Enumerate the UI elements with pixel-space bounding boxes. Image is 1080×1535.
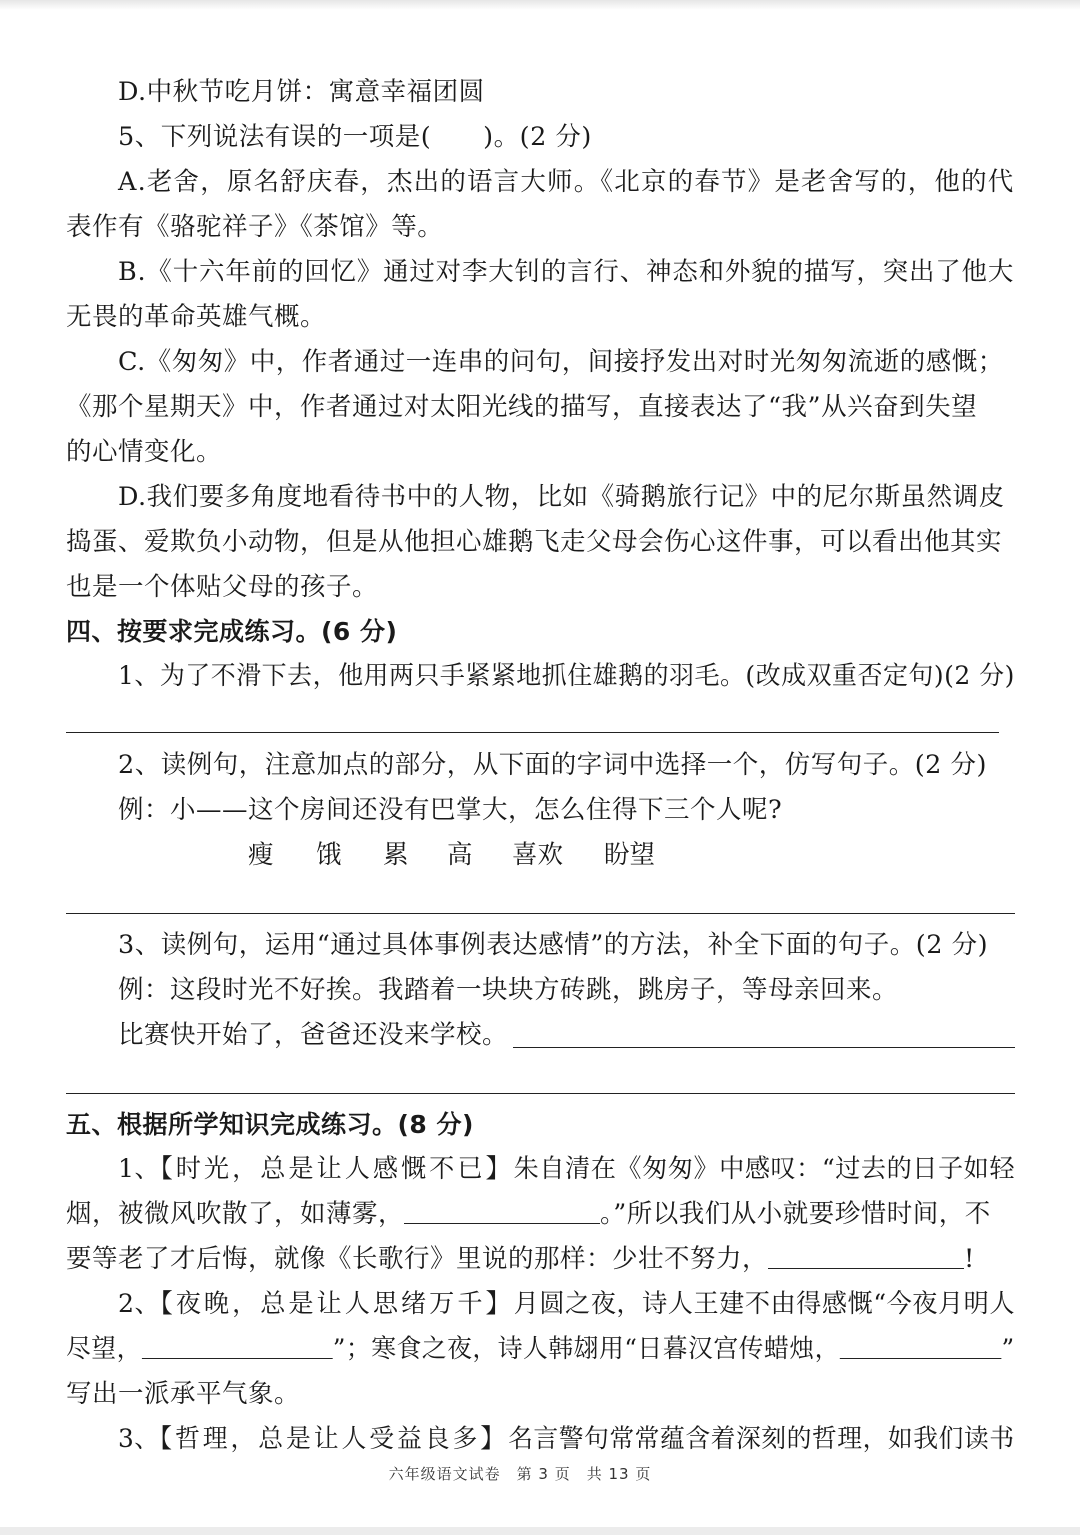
s5-q2-tag: 【夜晚，总是让人思绪万千】 <box>160 1289 514 1319</box>
s5-q2-line2b: ”；寒食之夜，诗人韩翃用“日暮汉宫传蜡烛， <box>332 1334 840 1364</box>
s5-q2-number: 2、 <box>118 1289 161 1319</box>
s5-q1-number: 1、 <box>118 1154 161 1184</box>
q5-option-b-line1 <box>118 255 1013 289</box>
s5-q3-text1: 名言警句常常蕴含着深刻的哲理，如我们读书 <box>508 1424 1015 1454</box>
q5-option-d-line3: 也是一个体贴父母的孩子。 <box>66 572 379 602</box>
s5-q2-line2a: 尽望， <box>66 1334 142 1364</box>
s5-q1-line3b: ! <box>964 1244 975 1274</box>
q5-stem: 5、下列说法有误的一项是( )。(2 分) <box>118 122 592 152</box>
q4-option-d: D.中秋节吃月饼：寓意幸福团圆 <box>118 77 485 107</box>
s5-q1-tag: 【时光，总是让人感慨不已】 <box>160 1154 514 1184</box>
section-5-title: 五、根据所学知识完成练习。(8 分) <box>66 1110 474 1139</box>
s5-q2-line2c: ” <box>1001 1334 1015 1364</box>
s5-q1-line3 <box>66 1242 975 1276</box>
s5-q1-line2b: 。”所以我们从小就要珍惜时间，不 <box>600 1199 991 1229</box>
s5-q1-line1 <box>118 1152 1015 1186</box>
word-choice: 累 <box>383 840 409 870</box>
s5-q1-blank-2[interactable] <box>768 1242 964 1269</box>
s5-q3-number: 3、 <box>118 1424 160 1454</box>
s5-q2-blank-1[interactable] <box>142 1332 333 1359</box>
s4-q3-prompt: 比赛快开始了，爸爸还没来学校。 <box>118 1020 509 1050</box>
page-footer: 六年级语文试卷 第 3 页 共 13 页 <box>388 1465 652 1483</box>
q5-option-c-line2: 《那个星期天》中，作者通过对太阳光线的描写，直接表达了“我”从兴奋到失望 <box>66 392 978 422</box>
s4-q1-answer-line[interactable] <box>66 732 999 733</box>
s5-q2-blank-2[interactable] <box>840 1332 1002 1359</box>
s5-q1-line2a: 烟，被微风吹散了，如薄雾， <box>66 1199 405 1229</box>
s5-q3-tag: 【哲理，总是让人受益良多】 <box>159 1424 509 1454</box>
top-edge-shadow <box>0 0 1080 10</box>
q5-option-b-line1-text: B.《十六年前的回忆》通过对李大钊的言行、神态和外貌的描写，突出了他大 <box>118 257 1015 287</box>
s5-q2-line2 <box>66 1332 1015 1366</box>
s5-q3-line1 <box>118 1422 1015 1456</box>
s5-q1-blank-1[interactable] <box>404 1197 600 1224</box>
s4-q3-example: 例：这段时光不好挨。我踏着一块块方砖跳，跳房子，等母亲回来。 <box>118 975 899 1005</box>
q5-option-c-line1: C.《匆匆》中，作者通过一连串的问句，间接抒发出对时光匆匆流逝的感慨； <box>118 347 1004 377</box>
q5-option-a-line1-text: A.老舍，原名舒庆春，杰出的语言大师。《北京的春节》是老舍写的，他的代 <box>118 167 1015 197</box>
q5-option-b-line2: 无畏的革命英雄气概。 <box>66 302 327 332</box>
word-choice: 饿 <box>316 840 342 870</box>
s5-q2-line1 <box>118 1287 1015 1321</box>
s4-q3-answer-line-1[interactable] <box>513 1047 1015 1048</box>
s5-q2-text1: 月圆之夜，诗人王建不由得感慨“今夜月明人 <box>513 1289 1016 1319</box>
word-choice: 盼望 <box>604 840 656 870</box>
q5-option-d-line1: D.我们要多角度地看待书中的人物，比如《骑鹅旅行记》中的尼尔斯虽然调皮 <box>118 482 1005 512</box>
word-choice: 喜欢 <box>512 840 564 870</box>
s5-q2-line3: 写出一派承平气象。 <box>66 1379 301 1409</box>
s4-q1: 1、为了不滑下去，他用两只手紧紧地抓住雄鹅的羽毛。(改成双重否定句)(2 分) <box>118 661 1015 691</box>
s4-q2-answer-line[interactable] <box>66 913 1015 914</box>
word-choice: 瘦 <box>248 840 274 870</box>
s5-q1-line3a: 要等老了才后悔，就像《长歌行》里说的那样：少壮不努力， <box>66 1244 769 1274</box>
q5-option-a-line2: 表作有《骆驼祥子》《茶馆》等。 <box>66 212 444 242</box>
s4-q3-answer-line-2[interactable] <box>66 1093 1015 1094</box>
s4-q2: 2、读例句，注意加点的部分，从下面的字词中选择一个，仿写句子。(2 分) <box>118 750 987 780</box>
s4-q3: 3、读例句，运用“通过具体事例表达感情”的方法，补全下面的句子。(2 分) <box>118 930 989 960</box>
q5-option-a-line1 <box>118 165 1013 199</box>
section-4-title: 四、按要求完成练习。(6 分) <box>66 617 398 646</box>
s4-q2-example: 例：小——这个房间还没有巴掌大，怎么住得下三个人呢? <box>118 795 783 825</box>
word-choice: 高 <box>447 840 473 870</box>
s5-q1-line2 <box>66 1197 991 1231</box>
q5-option-d-line2: 捣蛋、爱欺负小动物，但是从他担心雄鹅飞走父母会伤心这件事，可以看出他其实 <box>66 527 1003 557</box>
q5-option-c-line3: 的心情变化。 <box>66 437 223 467</box>
s5-q1-text1: 朱自清在《匆匆》中感叹：“过去的日子如轻 <box>513 1154 1016 1184</box>
